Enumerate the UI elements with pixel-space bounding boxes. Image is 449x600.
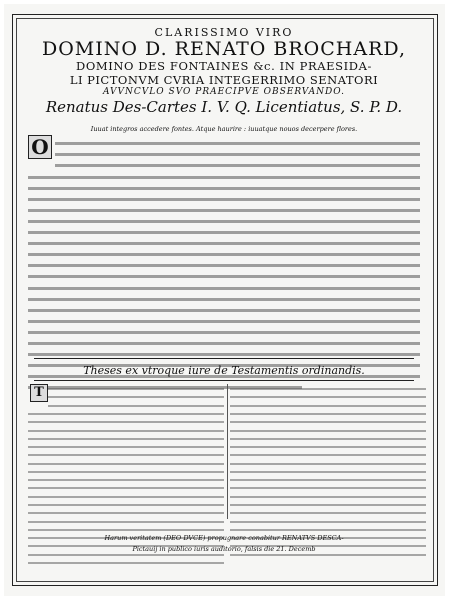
title-line-3: DOMINO DES FONTAINES &c. IN PRAESIDA-	[76, 59, 372, 73]
divider-top	[34, 358, 414, 359]
thesis-item	[230, 517, 426, 523]
title-line-5: AVVNCVLO SVO PRAECIPVE OBSERVANDO.	[103, 87, 345, 97]
text-line	[28, 202, 420, 212]
text-line	[28, 168, 420, 178]
text-line	[28, 335, 420, 345]
thesis-item	[230, 442, 426, 448]
thesis-item	[28, 434, 224, 440]
thesis-item	[28, 500, 224, 506]
thesis-item	[28, 475, 224, 481]
thesis-item	[230, 401, 426, 407]
thesis-item	[28, 442, 224, 448]
thesis-item	[230, 467, 426, 473]
text-line	[28, 235, 420, 245]
divider-bottom	[34, 380, 414, 381]
text-line	[28, 246, 420, 256]
thesis-item	[230, 500, 426, 506]
theses-column-right	[230, 384, 426, 558]
text-line	[28, 324, 420, 334]
footer-line-1: Harum veritatem (DEO DVCE) propugnare conabitur RENATVS DESCA-	[104, 534, 344, 542]
title-line-4: LI PICTONVM CVRIA INTEGERRIMO SENATORI	[69, 73, 379, 87]
thesis-item	[230, 425, 426, 431]
thesis-item	[230, 384, 426, 390]
thesis-item	[28, 417, 224, 423]
document-page	[4, 4, 445, 596]
text-line	[28, 346, 420, 356]
dedication-text-block	[28, 135, 420, 390]
thesis-item	[28, 483, 224, 489]
thesis-item	[28, 450, 224, 456]
thesis-item	[28, 467, 224, 473]
footer-line-2: Pictauij in publico iuris auditorio, falsis die 21. Decemb	[132, 545, 316, 553]
dedication-drop-cap: O	[28, 135, 52, 159]
thesis-item	[230, 508, 426, 514]
text-line	[28, 313, 420, 323]
thesis-item	[230, 483, 426, 489]
thesis-item	[230, 417, 426, 423]
thesis-item	[28, 492, 224, 498]
title-line-1: CLARISSIMO VIRO	[154, 26, 294, 39]
thesis-item	[230, 409, 426, 415]
theses-heading: Theses ex vtroque iure de Testamentis ordinandis.	[83, 364, 365, 377]
text-line	[28, 179, 420, 189]
thesis-item	[28, 558, 224, 564]
thesis-item	[230, 492, 426, 498]
column-separator	[227, 384, 228, 519]
text-line	[28, 301, 420, 311]
thesis-item	[48, 401, 224, 407]
theses-drop-cap: T	[30, 384, 48, 402]
thesis-item	[28, 409, 224, 415]
thesis-item	[28, 459, 224, 465]
text-line	[28, 290, 420, 300]
text-line	[28, 213, 420, 223]
thesis-item	[230, 525, 426, 531]
thesis-item	[230, 434, 426, 440]
text-line	[28, 268, 420, 278]
text-line	[28, 279, 420, 289]
thesis-item	[230, 392, 426, 398]
thesis-item	[28, 525, 224, 531]
thesis-item	[230, 475, 426, 481]
thesis-item	[28, 425, 224, 431]
text-line	[28, 257, 420, 267]
text-line	[28, 224, 420, 234]
text-line	[55, 157, 420, 167]
text-line	[55, 135, 420, 145]
title-line-2: DOMINO D. RENATO BROCHARD,	[42, 38, 406, 60]
text-line	[28, 190, 420, 200]
thesis-item	[230, 450, 426, 456]
author-salutation: Renatus Des-Cartes I. V. Q. Licentiatus, S. P. D.	[45, 98, 403, 116]
thesis-item	[28, 508, 224, 514]
thesis-item	[48, 392, 224, 398]
thesis-item	[28, 517, 224, 523]
text-line	[55, 146, 420, 156]
thesis-item	[48, 384, 224, 390]
motto: Iuuat integros accedere fontes. Atque haurire : iuuatque nouos decerpere flores.	[90, 125, 358, 133]
thesis-item	[230, 459, 426, 465]
